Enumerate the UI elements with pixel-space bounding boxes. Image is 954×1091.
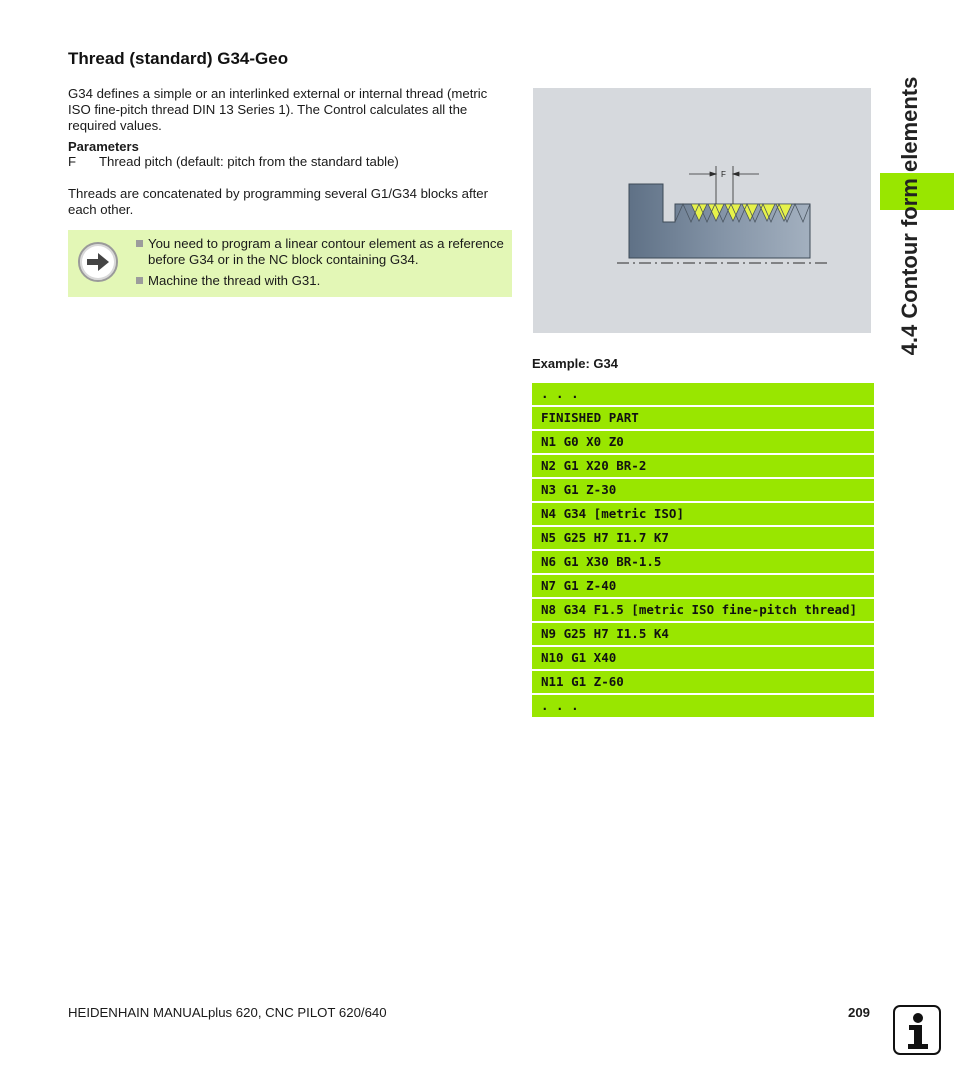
code-line: N11 G1 Z-60 (532, 671, 874, 693)
arrow-right-icon (78, 242, 118, 282)
code-listing (532, 383, 874, 719)
pitch-label: F (721, 170, 726, 179)
example-label: Example: G34 (532, 356, 618, 371)
info-icon (893, 1005, 941, 1055)
bullet-square-icon (136, 277, 143, 284)
concatenation-paragraph: Threads are concatenated by programming several G1/G34 blocks after each other. (68, 186, 489, 217)
code-line: N8 G34 F1.5 [metric ISO fine-pitch thread] (532, 599, 874, 621)
parameter-row (68, 154, 399, 169)
code-line: FINISHED PART (532, 407, 874, 429)
page-number: 209 (848, 1005, 871, 1020)
code-line: N6 G1 X30 BR-1.5 (532, 551, 874, 573)
parameters-heading: Parameters (68, 139, 139, 154)
code-line: . . . (532, 695, 874, 717)
code-line: N7 G1 Z-40 (532, 575, 874, 597)
section-title-text: 4.4 Contour form elements (897, 76, 922, 356)
bullet-square-icon (136, 240, 143, 247)
code-line: N5 G25 H7 I1.7 K7 (532, 527, 874, 549)
intro-paragraph: G34 defines a simple or an interlinked external or internal thread (metric ISO fine-pitch thread DIN 13 Series 1). The Control calculates all the required values. (68, 86, 488, 133)
code-line: N9 G25 H7 I1.5 K4 (532, 623, 874, 645)
note-box (68, 230, 512, 297)
note-text: You need to program a linear contour element as a reference before G34 or in the NC block containing G34. (148, 236, 504, 267)
code-line: N2 G1 X20 BR-2 (532, 455, 874, 477)
note-item (135, 236, 507, 268)
parameter-key: F (68, 154, 77, 169)
note-item (135, 273, 507, 289)
footer-manual-title: HEIDENHAIN MANUALplus 620, CNC PILOT 620/640 (68, 1005, 387, 1020)
thread-diagram (533, 88, 871, 333)
thread-figure (533, 88, 871, 333)
page-title: Thread (standard) G34-Geo (68, 49, 289, 68)
note-text: Machine the thread with G31. (148, 273, 321, 288)
code-line: N1 G0 X0 Z0 (532, 431, 874, 453)
code-line: N3 G1 Z-30 (532, 479, 874, 501)
code-line: N10 G1 X40 (532, 647, 874, 669)
code-line: . . . (532, 383, 874, 405)
code-line: N4 G34 [metric ISO] (532, 503, 874, 525)
parameter-description: Thread pitch (default: pitch from the standard table) (99, 154, 399, 169)
note-list (135, 236, 507, 294)
workpiece-shape (629, 184, 810, 258)
